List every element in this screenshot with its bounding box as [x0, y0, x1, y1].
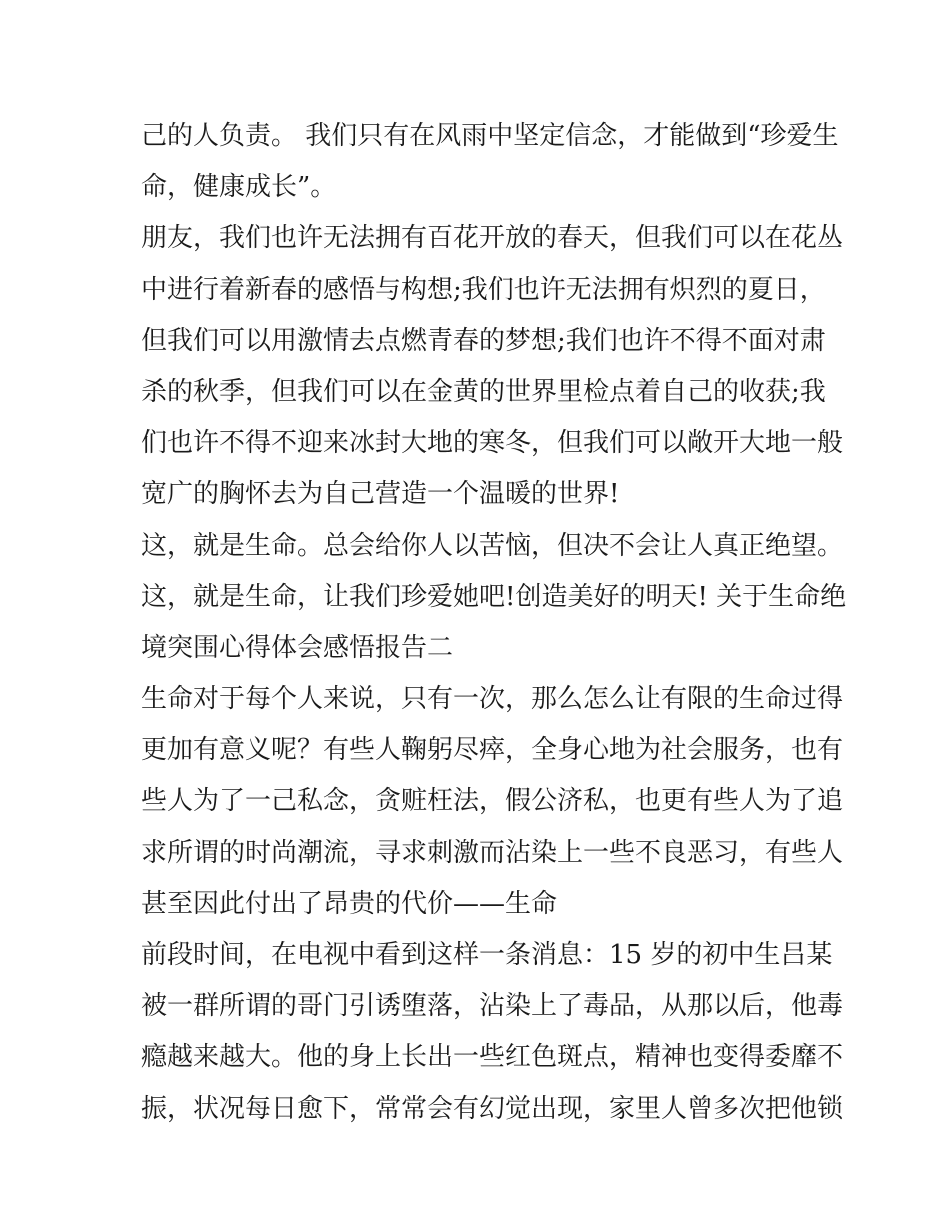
text-line: 己的人负责。 我们只有在风雨中坚定信念，才能做到“珍爱生: [141, 121, 839, 151]
text-line: 生命对于每个人来说，只有一次，那么怎么让有限的生命过得: [141, 684, 844, 715]
text-line: 前段时间，在电视中看到这样一条消息：15 岁的初中生吕某: [141, 940, 833, 970]
text-line: 但我们可以用激情去点燃青春的梦想;我们也许不得不面对肃: [141, 325, 826, 356]
text-line: 这，就是生命。总会给你人以苦恼，但决不会让人真正绝望。: [141, 530, 844, 561]
text-line: 被一群所谓的哥门引诱堕落，沾染上了毒品，从那以后，他毒: [141, 991, 844, 1022]
text-line: 们也许不得不迎来冰封大地的寒冬，但我们可以敞开大地一般: [141, 428, 844, 459]
text-line: 这，就是生命，让我们珍爱她吧!创造美好的明天! 关于生命绝: [141, 581, 847, 612]
text-line: 命，健康成长”。: [141, 172, 337, 203]
text-line: 振，状况每日愈下，常常会有幻觉出现，家里人曾多次把他锁: [141, 1093, 844, 1124]
text-line: 更加有意义呢？有些人鞠躬尽瘁，全身心地为社会服务，也有: [141, 735, 844, 766]
text-line: 瘾越来越大。他的身上长出一些红色斑点，精神也变得委靡不: [141, 1042, 844, 1073]
text-line: 求所谓的时尚潮流，寻求刺激而沾染上一些不良恶习，有些人: [141, 837, 844, 868]
text-line: 中进行着新春的感悟与构想;我们也许无法拥有炽烈的夏日，: [141, 274, 826, 305]
text-line: 境突围心得体会感悟报告二: [141, 632, 454, 663]
text-line: 朋友，我们也许无法拥有百花开放的春天，但我们可以在花丛: [141, 223, 844, 254]
text-line: 些人为了一己私念，贪赃枉法，假公济私，也更有些人为了追: [141, 786, 844, 817]
text-line: 杀的秋季，但我们可以在金黄的世界里检点着自己的收获;我: [141, 376, 826, 407]
text-line: 甚至因此付出了昂贵的代价——生命: [141, 888, 558, 919]
document-body: [141, 111, 847, 1135]
text-line: 宽广的胸怀去为自己营造一个温暖的世界!: [141, 479, 620, 510]
